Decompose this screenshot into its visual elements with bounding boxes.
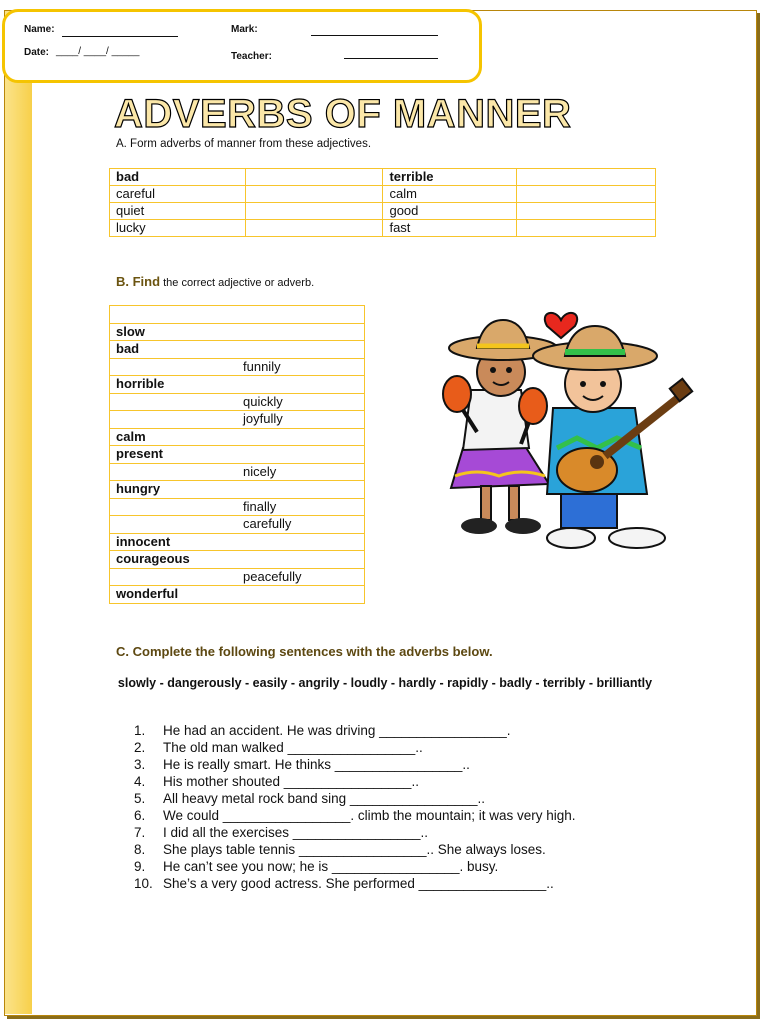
table-row — [110, 428, 365, 446]
worksheet-title: ADVERBS OF MANNER — [114, 92, 572, 136]
adverb-cell[interactable]: joyfully — [110, 411, 365, 429]
table-row — [110, 411, 365, 429]
adjective-cell: quiet — [110, 203, 246, 220]
adjective-cell[interactable]: courageous — [110, 551, 365, 569]
adverb-word-bank: slowly - dangerously - easily - angrily - loudly - hardly - rapidly - badly - terribly - brilliantly — [117, 676, 653, 690]
sentence-text: He had an accident. He was driving _________________. — [163, 723, 511, 738]
adjective-cell: fast — [383, 220, 517, 237]
answer-cell[interactable] — [245, 186, 383, 203]
date-blank[interactable]: ____/ ____/ _____ — [56, 46, 140, 57]
section-a-table — [109, 168, 656, 237]
table-row — [110, 220, 656, 237]
sentence-item[interactable] — [134, 790, 576, 807]
table-row — [110, 358, 365, 376]
table-row — [110, 586, 365, 604]
adjective-cell: bad — [110, 169, 246, 186]
answer-cell[interactable] — [517, 220, 656, 237]
mark-label: Mark: — [231, 24, 258, 35]
sentence-number: 4. — [134, 774, 146, 789]
table-row — [110, 376, 365, 394]
adjective-cell[interactable]: hungry — [110, 481, 365, 499]
sentence-text: I did all the exercises _________________.. — [163, 825, 428, 840]
adjective-cell: good — [383, 203, 517, 220]
table-row — [110, 498, 365, 516]
table-row — [110, 341, 365, 359]
section-a-instruction: A. Form adverbs of manner from these adjectives. — [116, 138, 372, 150]
table-row — [110, 568, 365, 586]
adjective-cell[interactable]: horrible — [110, 376, 365, 394]
sentence-number: 10. — [134, 876, 153, 891]
section-b-text: the correct adjective or adverb. — [160, 277, 315, 289]
sentence-text: We could _________________. climb the mountain; it was very high. — [163, 808, 576, 823]
sentence-text: All heavy metal rock band sing _________________.. — [163, 791, 485, 806]
sentence-text: He is really smart. He thinks _________________.. — [163, 757, 470, 772]
answer-cell[interactable] — [245, 220, 383, 237]
sentence-number: 1. — [134, 723, 146, 738]
answer-cell[interactable] — [517, 186, 656, 203]
sentence-list — [134, 722, 576, 892]
sentence-number: 5. — [134, 791, 146, 806]
sentence-number: 7. — [134, 825, 146, 840]
sentence-number: 6. — [134, 808, 146, 823]
sentence-text: He can’t see you now; he is _________________. busy. — [163, 859, 499, 874]
sentence-item[interactable] — [134, 722, 576, 739]
table-row — [110, 203, 656, 220]
sentence-text: His mother shouted _________________.. — [163, 774, 419, 789]
section-b-instruction — [116, 274, 314, 289]
sentence-number: 8. — [134, 842, 146, 857]
sentence-item[interactable] — [134, 756, 576, 773]
table-row — [110, 463, 365, 481]
table-row — [110, 323, 365, 341]
adjective-cell[interactable]: innocent — [110, 533, 365, 551]
sentence-number: 9. — [134, 859, 146, 874]
table-row — [110, 186, 656, 203]
answer-cell[interactable] — [517, 169, 656, 186]
table-row — [110, 393, 365, 411]
answer-cell[interactable] — [245, 169, 383, 186]
adverb-cell[interactable]: quickly — [110, 393, 365, 411]
date-label: Date: — [24, 47, 50, 58]
sentence-item[interactable] — [134, 875, 576, 892]
adverb-cell[interactable]: carefully — [110, 516, 365, 534]
section-b-table — [109, 305, 365, 604]
sentence-text: She’s a very good actress. She performed _________________.. — [163, 876, 554, 891]
sentence-text: The old man walked _________________.. — [163, 740, 423, 755]
name-label: Name: — [24, 24, 55, 35]
table-row — [110, 481, 365, 499]
section-b-lead: B. Find — [116, 274, 161, 289]
sentence-item[interactable] — [134, 773, 576, 790]
adjective-cell[interactable]: slow — [110, 323, 365, 341]
adjective-cell[interactable]: bad — [110, 341, 365, 359]
table-row — [110, 533, 365, 551]
answer-cell[interactable] — [517, 203, 656, 220]
empty-cell[interactable] — [110, 306, 365, 324]
sentence-item[interactable] — [134, 824, 576, 841]
adjective-cell[interactable]: calm — [110, 428, 365, 446]
children-musicians-illustration — [437, 298, 695, 560]
sentence-item[interactable] — [134, 858, 576, 875]
sentence-number: 3. — [134, 757, 146, 772]
adjective-cell[interactable]: present — [110, 446, 365, 464]
adjective-cell: careful — [110, 186, 246, 203]
section-c-instruction: C. Complete the following sentences with the adverbs below. — [116, 644, 493, 659]
sentence-item[interactable] — [134, 841, 576, 858]
sentence-item[interactable] — [134, 807, 576, 824]
adjective-cell[interactable]: wonderful — [110, 586, 365, 604]
answer-cell[interactable] — [245, 203, 383, 220]
teacher-blank[interactable] — [344, 58, 438, 59]
adverb-cell[interactable]: peacefully — [110, 568, 365, 586]
adverb-cell[interactable]: nicely — [110, 463, 365, 481]
decorative-stripe — [5, 11, 32, 1014]
adjective-cell: terrible — [383, 169, 517, 186]
sentence-number: 2. — [134, 740, 146, 755]
adverb-cell[interactable]: finally — [110, 498, 365, 516]
adjective-cell: calm — [383, 186, 517, 203]
name-blank[interactable] — [62, 36, 178, 37]
mark-blank[interactable] — [311, 35, 438, 36]
table-row — [110, 306, 365, 324]
sentence-text: She plays table tennis _________________.. She always loses. — [163, 842, 546, 857]
table-row — [110, 516, 365, 534]
sentence-item[interactable] — [134, 739, 576, 756]
table-row — [110, 551, 365, 569]
teacher-label: Teacher: — [231, 51, 272, 62]
adverb-cell[interactable]: funnily — [110, 358, 365, 376]
table-row — [110, 446, 365, 464]
adjective-cell: lucky — [110, 220, 246, 237]
table-row — [110, 169, 656, 186]
